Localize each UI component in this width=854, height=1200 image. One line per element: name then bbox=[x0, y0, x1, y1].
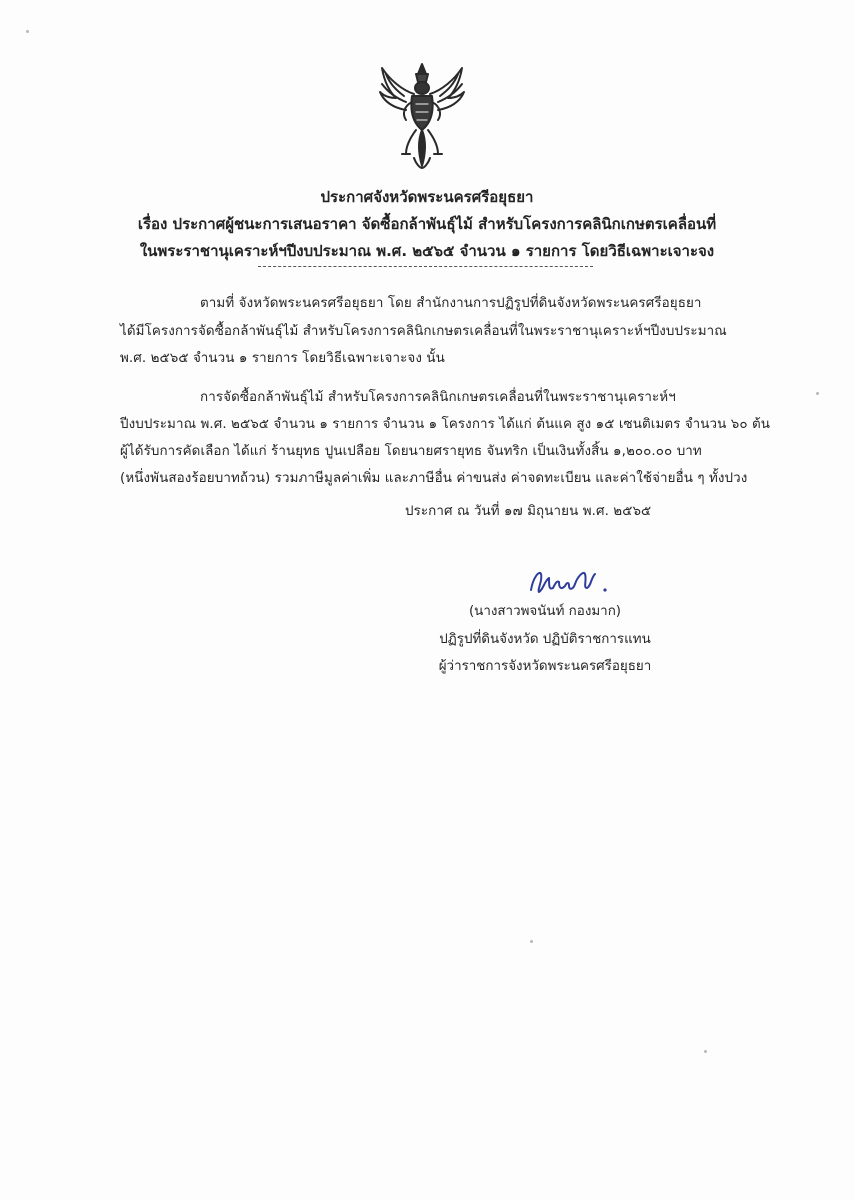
scan-speck bbox=[530, 940, 533, 943]
paragraph-1-line-1: ตามที่ จังหวัดพระนครศรีอยุธยา โดย สำนักงานการปฏิรูปที่ดินจังหวัดพระนครศรีอยุธยา bbox=[200, 296, 702, 311]
scan-speck bbox=[816, 392, 819, 395]
scan-speck bbox=[704, 1050, 707, 1053]
handwritten-signature bbox=[525, 560, 625, 600]
paragraph-2-line-3: ผู้ได้รับการคัดเลือก ได้แก่ ร้านยุทธ ปูนเปลือย โดยนายศรายุทธ จันทริก เป็นเงินทั้งสิ้น ๑,๒๐๐.๐๐ บาท bbox=[120, 444, 702, 459]
scan-speck bbox=[26, 30, 29, 33]
garuda-emblem-icon bbox=[376, 60, 468, 172]
signatory-position-1: ปฏิรูปที่ดินจังหวัด ปฏิบัติราชการแทน bbox=[439, 632, 651, 647]
title-divider bbox=[258, 266, 593, 267]
signatory-name: (นางสาวพจนันท์ กองมาก) bbox=[468, 604, 622, 619]
document-subject-line-1: เรื่อง ประกาศผู้ชนะการเสนอราคา จัดซื้อกล้าพันธุ์ไม้ สำหรับโครงการคลินิกเกษตรเคลื่อนที่ bbox=[137, 215, 717, 233]
paragraph-1-line-3: พ.ศ. ๒๕๖๕ จำนวน ๑ รายการ โดยวิธีเฉพาะเจาะจง นั้น bbox=[120, 351, 445, 366]
paragraph-2-line-4: (หนึ่งพันสองร้อยบาทถ้วน) รวมภาษีมูลค่าเพิ่ม และภาษีอื่น ค่าขนส่ง ค่าจดทะเบียน และค่าใช้จ่ายอื่น ๆ ทั้งปวง bbox=[120, 471, 748, 486]
announcement-date: ประกาศ ณ วันที่ ๑๗ มิถุนายน พ.ศ. ๒๕๖๕ bbox=[405, 504, 652, 519]
paragraph-2-line-2: ปีงบประมาณ พ.ศ. ๒๕๖๕ จำนวน ๑ รายการ จำนวน ๑ โครงการ ได้แก่ ต้นแค สูง ๑๕ เซนติเมตร จำนวน ๖๐ ต้น bbox=[120, 417, 771, 432]
document-title: ประกาศจังหวัดพระนครศรีอยุธยา bbox=[320, 188, 534, 206]
paragraph-2-line-1: การจัดซื้อกล้าพันธุ์ไม้ สำหรับโครงการคลินิกเกษตรเคลื่อนที่ในพระราชานุเคราะห์ฯ bbox=[200, 390, 676, 405]
signatory-position-2: ผู้ว่าราชการจังหวัดพระนครศรีอยุธยา bbox=[438, 659, 652, 674]
document-subject-line-2: ในพระราชานุเคราะห์ฯปีงบประมาณ พ.ศ. ๒๕๖๕ จำนวน ๑ รายการ โดยวิธีเฉพาะเจาะจง bbox=[139, 242, 715, 260]
paragraph-1-line-2: ได้มีโครงการจัดซื้อกล้าพันธุ์ไม้ สำหรับโครงการคลินิกเกษตรเคลื่อนที่ในพระราชานุเคราะห์ฯปีงบประมาณ bbox=[120, 324, 727, 339]
